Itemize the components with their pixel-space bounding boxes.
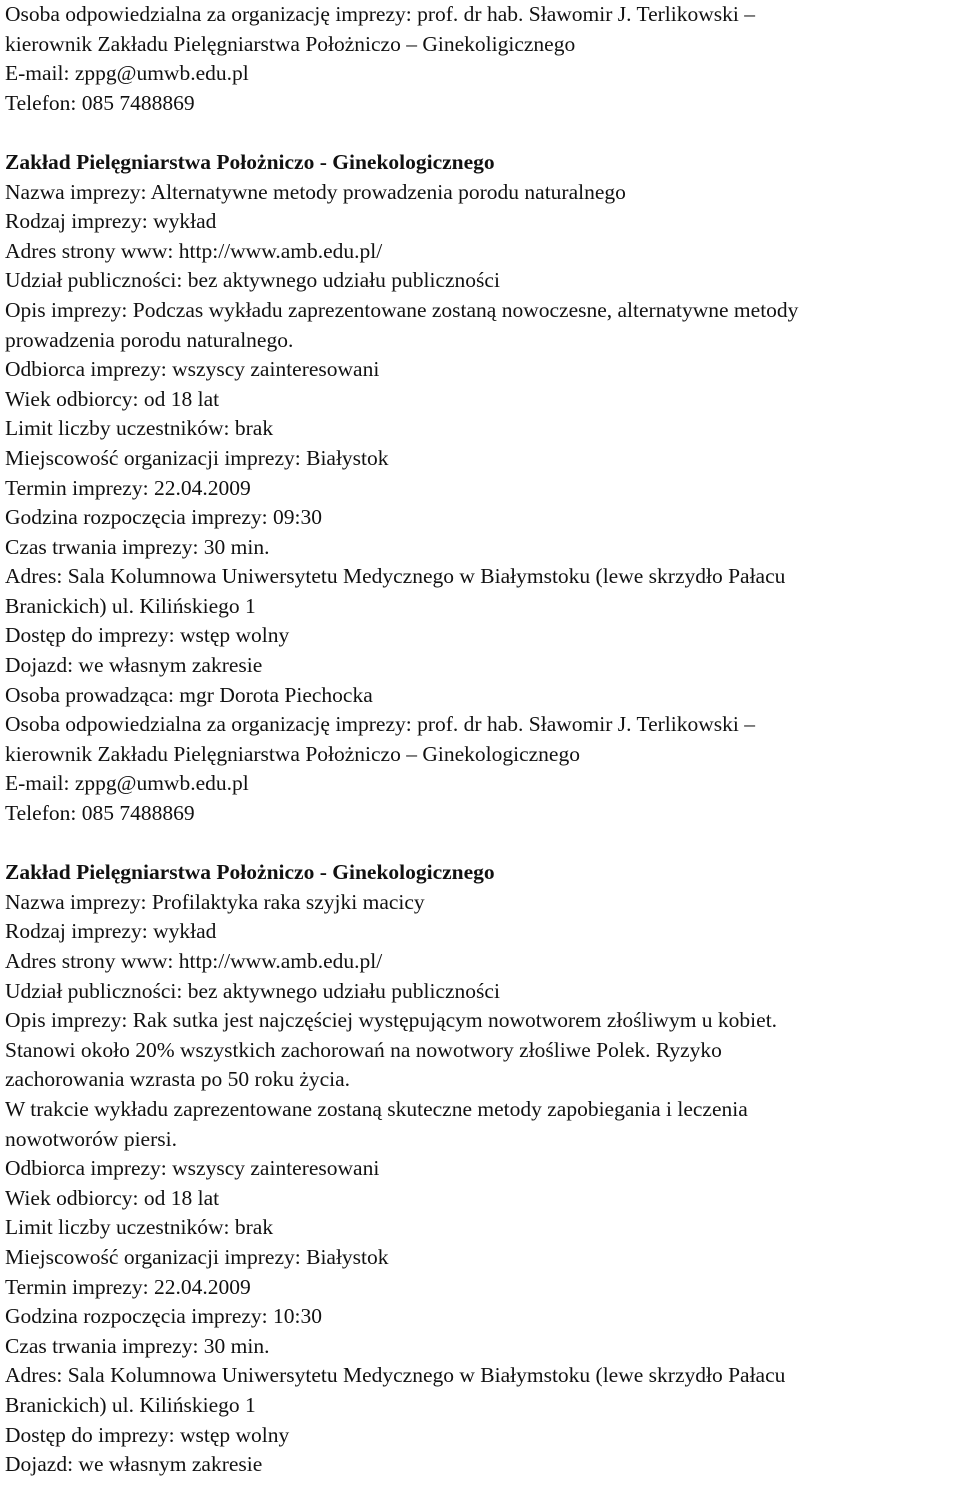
start-time-line: Godzina rozpoczęcia imprezy: 10:30 <box>5 1304 322 1329</box>
participant-limit-line: Limit liczby uczestników: brak <box>5 416 274 441</box>
email-line: E-mail: zppg@umwb.edu.pl <box>5 61 249 86</box>
section-gap <box>5 118 957 148</box>
recipient-line: Odbiorca imprezy: wszyscy zainteresowani <box>5 1156 380 1181</box>
section-gap <box>5 829 957 859</box>
description-line: Opis imprezy: Rak sutka jest najczęściej występującym nowotworem złośliwym u kobiet. <box>5 1008 778 1033</box>
transport-line: Dojazd: we własnym zakresie <box>5 653 263 678</box>
duration-line: Czas trwania imprezy: 30 min. <box>5 1333 270 1358</box>
duration-line: Czas trwania imprezy: 30 min. <box>5 534 270 559</box>
access-line: Dostęp do imprezy: wstęp wolny <box>5 623 290 648</box>
event-section-2 <box>5 858 957 1479</box>
start-time-line: Godzina rozpoczęcia imprezy: 09:30 <box>5 505 322 530</box>
text-line: kierownik Zakładu Pielęgniarstwa Położniczo – Ginekoligicznego <box>5 31 576 56</box>
access-line: Dostęp do imprezy: wstęp wolny <box>5 1422 290 1447</box>
address-line: Branickich) ul. Kilińskiego 1 <box>5 1392 256 1417</box>
location-city-line: Miejscowość organizacji imprezy: Białystok <box>5 1244 389 1269</box>
date-line: Termin imprezy: 22.04.2009 <box>5 1274 251 1299</box>
recipient-line: Odbiorca imprezy: wszyscy zainteresowani <box>5 357 380 382</box>
address-line: Adres: Sala Kolumnowa Uniwersytetu Medycznego w Białymstoku (lewe skrzydło Pałacu <box>5 564 786 589</box>
description-line: Stanowi około 20% wszystkich zachorowań na nowotwory złośliwe Polek. Ryzyko <box>5 1037 722 1062</box>
document-page <box>5 0 957 1480</box>
description-line: zachorowania wzrasta po 50 roku życia. <box>5 1067 351 1092</box>
participant-limit-line: Limit liczby uczestników: brak <box>5 1215 274 1240</box>
description-line: nowotworów piersi. <box>5 1126 177 1151</box>
audience-participation-line: Udział publiczności: bez aktywnego udziału publiczności <box>5 978 500 1003</box>
text-line: Osoba odpowiedzialna za organizację imprezy: prof. dr hab. Sławomir J. Terlikowski – <box>5 2 755 26</box>
organizer-line: kierownik Zakładu Pielęgniarstwa Położniczo – Ginekologicznego <box>5 741 580 766</box>
organizer-line: Osoba odpowiedzialna za organizację imprezy: prof. dr hab. Sławomir J. Terlikowski – <box>5 712 755 737</box>
event-name-line: Nazwa imprezy: Alternatywne metody prowadzenia porodu naturalnego <box>5 179 626 204</box>
age-line: Wiek odbiorcy: od 18 lat <box>5 1185 220 1210</box>
description-line: Opis imprezy: Podczas wykładu zaprezentowane zostaną nowoczesne, alternatywne metody <box>5 297 799 322</box>
event-section-1 <box>5 148 957 829</box>
description-line: W trakcie wykładu zaprezentowane zostaną skuteczne metody zapobiegania i leczenia <box>5 1096 748 1121</box>
email-line: E-mail: zppg@umwb.edu.pl <box>5 771 249 796</box>
website-line: Adres strony www: http://www.amb.edu.pl/ <box>5 949 383 973</box>
audience-participation-line: Udział publiczności: bez aktywnego udziału publiczności <box>5 268 500 293</box>
event-name-line: Nazwa imprezy: Profilaktyka raka szyjki macicy <box>5 889 425 914</box>
address-line: Branickich) ul. Kilińskiego 1 <box>5 593 256 618</box>
description-line: prowadzenia porodu naturalnego. <box>5 327 294 352</box>
event-type-line: Rodzaj imprezy: wykład <box>5 919 217 944</box>
phone-line: Telefon: 085 7488869 <box>5 90 195 115</box>
event-type-line: Rodzaj imprezy: wykład <box>5 209 217 234</box>
phone-line: Telefon: 085 7488869 <box>5 801 195 826</box>
website-line: Adres strony www: http://www.amb.edu.pl/ <box>5 238 383 263</box>
section-heading: Zakład Pielęgniarstwa Położniczo - Ginekologicznego <box>5 149 495 174</box>
section-heading: Zakład Pielęgniarstwa Położniczo - Ginekologicznego <box>5 860 495 885</box>
presenter-line: Osoba prowadząca: mgr Dorota Piechocka <box>5 682 373 707</box>
top-section <box>5 0 957 118</box>
address-line: Adres: Sala Kolumnowa Uniwersytetu Medycznego w Białymstoku (lewe skrzydło Pałacu <box>5 1363 786 1388</box>
location-city-line: Miejscowość organizacji imprezy: Białystok <box>5 445 389 470</box>
date-line: Termin imprezy: 22.04.2009 <box>5 475 251 500</box>
age-line: Wiek odbiorcy: od 18 lat <box>5 386 220 411</box>
transport-line: Dojazd: we własnym zakresie <box>5 1452 263 1477</box>
